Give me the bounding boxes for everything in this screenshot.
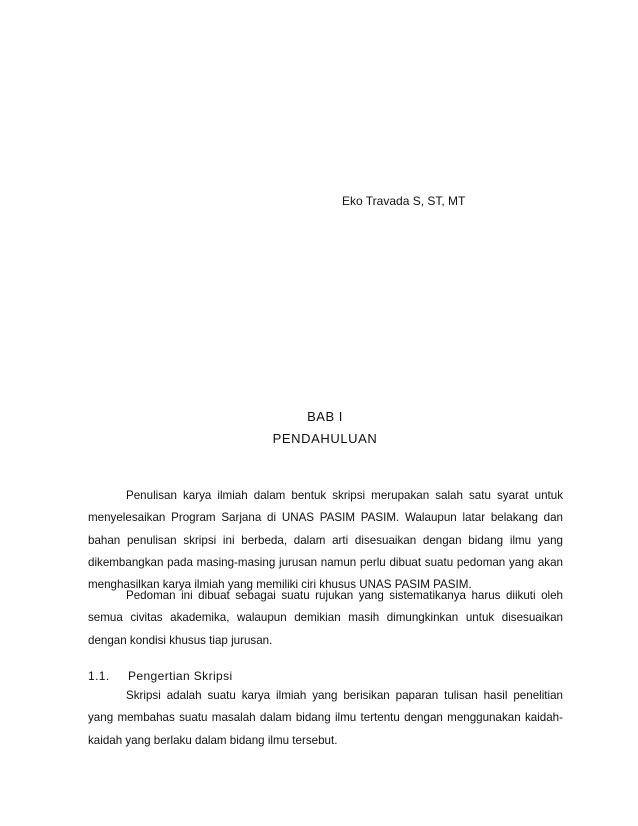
author-name: Eko Travada S, ST, MT xyxy=(342,194,466,208)
section-number: 1.1. xyxy=(88,669,110,683)
chapter-title: PENDAHULUAN xyxy=(272,431,378,446)
intro-paragraph-1: Penulisan karya ilmiah dalam bentuk skripsi merupakan salah satu syarat untuk menyelesaikan Program Sarjana di UNAS PASIM PASIM. Walaupun latar belakang dan bahan penulisan skripsi ini berbeda, dalam arti disesuaikan dengan bidang ilmu yang dikembangkan pada masing-masing jurusan namun perlu dibuat suatu pedoman yang akan menghasilkan karya ilmiah yang memiliki ciri khusus UNAS PASIM PASIM. xyxy=(88,489,563,592)
intro-paragraph-2: Pedoman ini dibuat sebagai suatu rujukan yang sistematikanya harus diikuti oleh semua civitas akademika, walaupun demikian masih dimungkinkan untuk disesuaikan dengan kondisi khusus tiap jurusan. xyxy=(88,589,563,647)
section-heading xyxy=(88,667,233,685)
section-title: Pengertian Skripsi xyxy=(128,669,233,683)
section-paragraph: Skripsi adalah suatu karya ilmiah yang berisikan paparan tulisan hasil penelitian yang membahas suatu masalah dalam bidang ilmu tertentu dengan menggunakan kaidah-kaidah yang berlaku dalam bidang ilmu tersebut. xyxy=(88,689,563,747)
chapter-number: BAB I xyxy=(307,409,343,424)
